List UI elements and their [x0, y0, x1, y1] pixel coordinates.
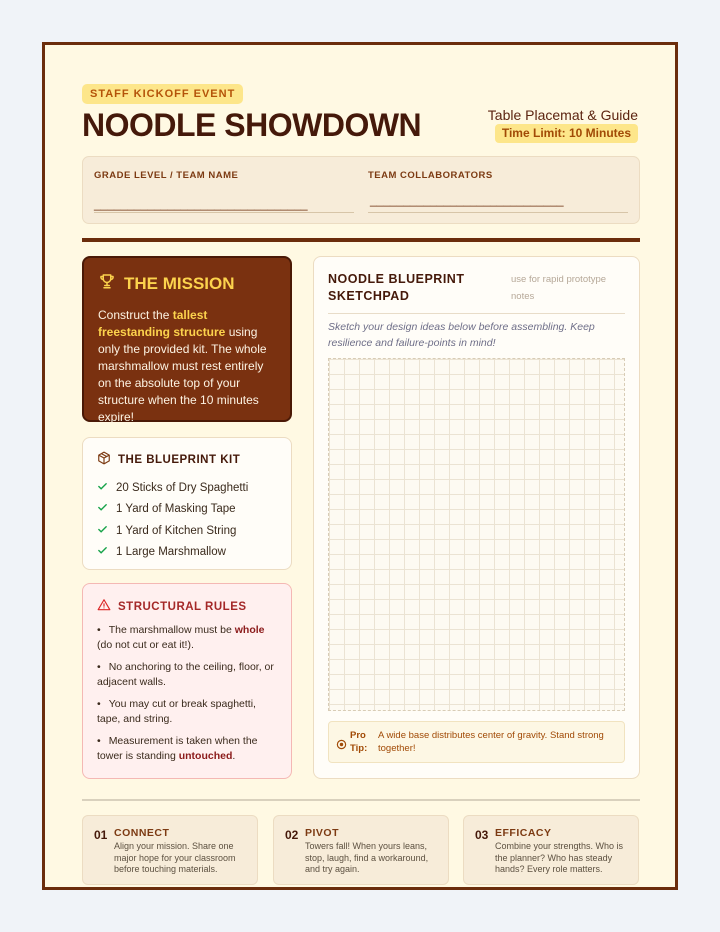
step-text: Towers fall! When yours leans, stop, laugh, find a workaround, and try again. [305, 841, 429, 874]
check-icon [97, 545, 108, 559]
step-number: 01 [94, 828, 108, 842]
mission-text: Construct the tallest freestanding structure using only the provided kit. The whole marshmallow must rest entirely on the absolute top of your structure when the 10 minutes expire! [98, 308, 267, 424]
page-subtitle: Table Placemat & Guide [487, 107, 638, 123]
list-item: • No anchoring to the ceiling, floor, or adjacent walls. [97, 660, 277, 690]
step-number: 03 [475, 828, 489, 842]
list-item: 20 Sticks of Dry Spaghetti [97, 477, 277, 499]
time-limit-badge: Time Limit: 10 Minutes [495, 124, 638, 143]
team-info-box [82, 156, 640, 224]
step-text: Align your mission. Share one major hope for your classroom before touching materials. [114, 841, 236, 874]
pro-tip-text: A wide base distributes center of gravity. Stand strong together! [378, 730, 604, 754]
check-icon [97, 524, 108, 538]
sketchpad-description: Sketch your design ideas below before assembling. Keep resilience and failure-points in mind! [328, 321, 595, 349]
trophy-icon [98, 272, 116, 295]
structural-rules-box [82, 583, 292, 779]
mission-box [82, 256, 292, 422]
collaborators-label: TEAM COLLABORATORS [368, 170, 493, 181]
step-card-pivot [273, 815, 449, 885]
step-text: Combine your strengths. Who is the planner? Who has steady hands? Every role matters. [495, 841, 624, 874]
lightbulb-icon [336, 737, 347, 755]
list-item: 1 Yard of Masking Tape [97, 499, 277, 521]
mission-highlight: tallest freestanding structure [98, 308, 226, 339]
warning-icon [97, 598, 111, 615]
sketchpad-title: NOODLE BLUEPRINT SKETCHPAD [328, 272, 465, 303]
step-card-efficacy [463, 815, 639, 885]
sketchpad-separator [328, 313, 625, 314]
sketchpad-box [313, 256, 640, 779]
check-icon [97, 481, 108, 495]
list-item: 1 Yard of Kitchen String [97, 520, 277, 542]
step-title: EFFICACY [495, 827, 552, 839]
kit-heading: THE BLUEPRINT KIT [118, 453, 241, 466]
placemat [42, 42, 678, 890]
step-title: CONNECT [114, 827, 170, 839]
page-title: NOODLE SHOWDOWN [82, 107, 422, 143]
list-item: • You may cut or break spaghetti, tape, and string. [97, 697, 277, 727]
pro-tip-label: Pro Tip: [350, 730, 368, 754]
rules-list [97, 623, 277, 764]
pro-tip-box [328, 721, 625, 763]
step-title: PIVOT [305, 827, 340, 839]
rules-heading: STRUCTURAL RULES [118, 600, 247, 613]
kit-list [97, 477, 277, 563]
section-divider [82, 238, 640, 242]
box-icon [97, 451, 111, 468]
mission-heading: THE MISSION [124, 273, 235, 293]
grade-level-underline [94, 212, 354, 213]
step-number: 02 [285, 828, 299, 842]
list-item: • Measurement is taken when the tower is standing untouched. [97, 734, 277, 764]
bottom-divider [82, 799, 640, 801]
list-item: • The marshmallow must be whole (do not cut or eat it!). [97, 623, 277, 653]
event-badge: STAFF KICKOFF EVENT [82, 84, 243, 104]
grade-level-field[interactable]: ________________________________ [94, 197, 308, 211]
step-card-connect [82, 815, 258, 885]
list-item: 1 Large Marshmallow [97, 542, 277, 564]
blueprint-kit-box [82, 437, 292, 570]
sketchpad-note: use for rapid prototype notes [511, 274, 607, 302]
grade-level-label: GRADE LEVEL / TEAM NAME [94, 170, 239, 181]
collaborators-underline [368, 212, 628, 213]
collaborators-field[interactable]: _____________________________ [370, 193, 564, 207]
check-icon [97, 502, 108, 516]
sketch-grid-canvas[interactable] [328, 358, 625, 711]
